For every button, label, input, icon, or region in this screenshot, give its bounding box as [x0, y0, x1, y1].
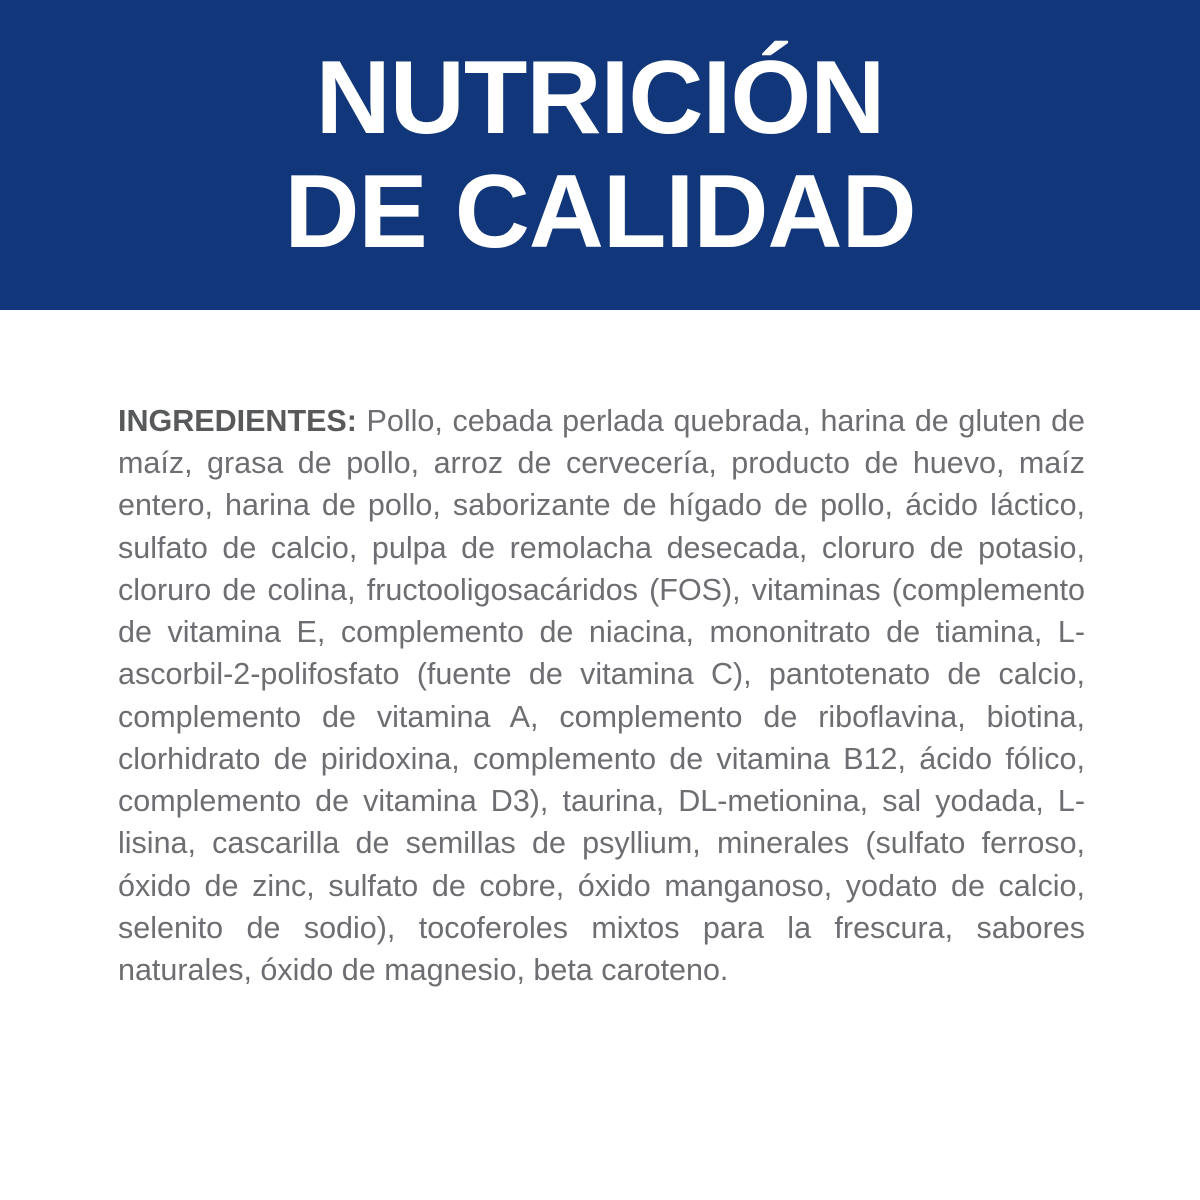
ingredients-label: INGREDIENTES: — [118, 404, 357, 438]
header-banner — [0, 0, 1200, 310]
ingredients-text: Pollo, cebada perlada quebrada, harina de gluten de maíz, grasa de pollo, arroz de cervecería, producto de huevo, maíz entero, harina de pollo, saborizante de hígado de pollo, ácido láctico, sulfato de calcio, pulpa de remolacha desecada, cloruro de potasio, cloruro de colina, fructooligosacáridos (FOS), vitaminas (complemento de vitamina E, complemento de niacina, mononitrato de tiamina, L-ascorbil-2-polifosfato (fuente de vitamina C), pantotenato de calcio, complemento de vitamina A, complemento de riboflavina, biotina, clorhidrato de piridoxina, complemento de vitamina B12, ácido fólico, complemento de vitamina D3), taurina, DL-metionina, sal yodada, L-lisina, cascarilla de semillas de psyllium, minerales (sulfato ferroso, óxido de zinc, sulfato de cobre, óxido manganoso, yodato de calcio, selenito de sodio), tocoferoles mixtos para la frescura, sabores naturales, óxido de magnesio, beta caroteno. — [118, 404, 1085, 988]
ingredients-section — [0, 310, 1200, 1200]
banner-title-line-1: NUTRICIÓN — [315, 39, 885, 156]
ingredients-paragraph — [118, 400, 1085, 991]
banner-title-line-2: DE CALIDAD — [284, 154, 916, 270]
